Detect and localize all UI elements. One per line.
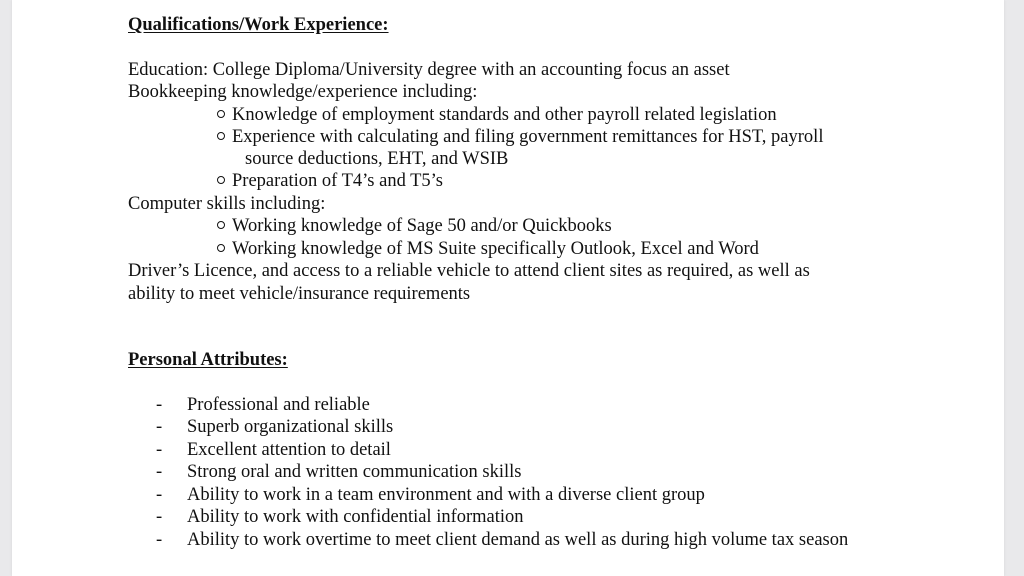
circle-bullet-icon — [217, 110, 225, 118]
circle-bullet-icon — [217, 221, 225, 229]
attribute-item: Excellent attention to detail — [187, 440, 391, 460]
list-item: Working knowledge of Sage 50 and/or Quickbooks — [217, 215, 612, 237]
computer-skills-intro: Computer skills including: — [128, 194, 326, 214]
list-item: Working knowledge of MS Suite specifically Outlook, Excel and Word — [217, 238, 759, 260]
dash-bullet-icon: - — [156, 530, 163, 550]
list-item: Experience with calculating and filing government remittances for HST, payroll — [217, 126, 823, 148]
list-item-continuation: source deductions, EHT, and WSIB — [245, 149, 509, 169]
dash-bullet-icon: - — [156, 485, 163, 505]
dash-bullet-icon: - — [156, 440, 163, 460]
dash-bullet-icon: - — [156, 462, 163, 482]
dash-bullet-icon: - — [156, 395, 163, 415]
bookkeeping-intro: Bookkeeping knowledge/experience including: — [128, 82, 478, 102]
education-line: Education: College Diploma/University degree with an accounting focus an asset — [128, 60, 730, 80]
dash-bullet-icon: - — [156, 507, 163, 527]
dash-bullet-icon: - — [156, 417, 163, 437]
circle-bullet-icon — [217, 244, 225, 252]
qualifications-heading: Qualifications/Work Experience: — [128, 15, 389, 35]
drivers-licence-line: Driver’s Licence, and access to a reliable vehicle to attend client sites as required, as well as — [128, 261, 810, 281]
personal-attributes-heading: Personal Attributes: — [128, 350, 288, 370]
attribute-item: Superb organizational skills — [187, 417, 394, 437]
attribute-item: Ability to work in a team environment and with a diverse client group — [187, 485, 705, 505]
circle-bullet-icon — [217, 132, 225, 140]
document-page — [12, 0, 1004, 576]
circle-bullet-icon — [217, 176, 225, 184]
list-item: Preparation of T4’s and T5’s — [217, 170, 443, 192]
attribute-item: Strong oral and written communication skills — [187, 462, 522, 482]
attribute-item: Ability to work overtime to meet client demand as well as during high volume tax season — [187, 530, 849, 550]
drivers-licence-line-2: ability to meet vehicle/insurance requirements — [128, 284, 471, 304]
list-item: Knowledge of employment standards and other payroll related legislation — [217, 104, 777, 126]
attribute-item: Professional and reliable — [187, 395, 370, 415]
attribute-item: Ability to work with confidential information — [187, 507, 524, 527]
